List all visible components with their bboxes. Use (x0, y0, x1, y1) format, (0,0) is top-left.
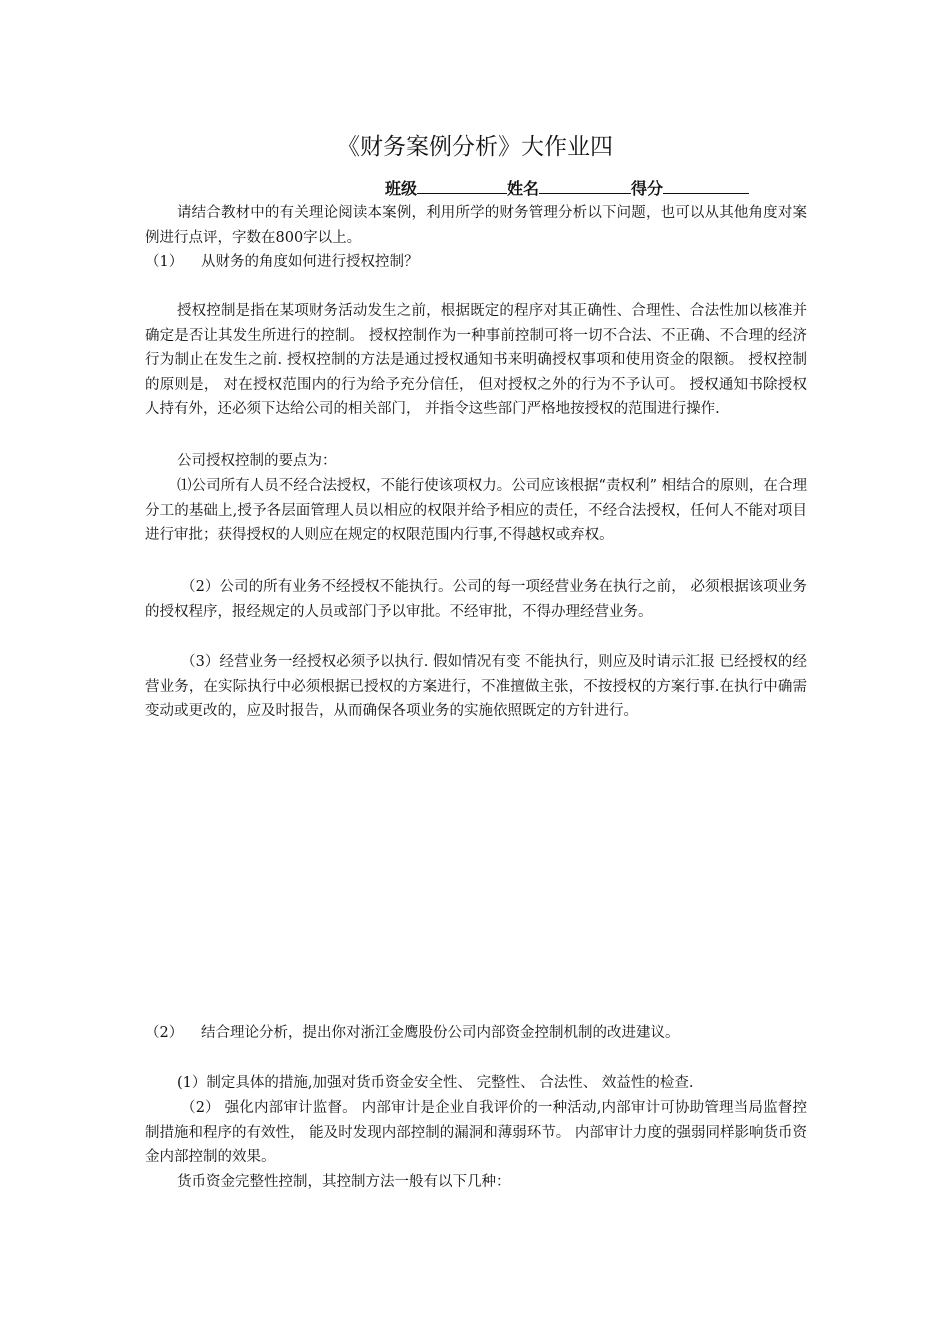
answer-1-point-2: （2）公司的所有业务不经授权不能执行。公司的每一项经营业务在执行之前， 必须根据该项业务的授权程序，报经规定的人员或部门予以审批。不经审批，不得办理经营业务。 (145, 579, 807, 620)
score-label: 得分 (631, 179, 664, 198)
question-1 (145, 250, 807, 275)
student-info-fields (385, 176, 749, 199)
question-2-number: （2） (145, 1025, 184, 1041)
name-label: 姓名 (507, 179, 540, 198)
answer-2-point-2: （2） 强化内部审计监督。 内部审计是企业自我评价的一种活动,内部审计可协助管理当局监督控制措施和程序的有效性， 能及时发现内部控制的漏洞和薄弱环节。 内部审计力度的强弱同样影响货币资金内部控制的效果。 (145, 1100, 807, 1165)
name-blank[interactable] (539, 179, 631, 194)
answer-2-point-1: (1）制定具体的措施,加强对货币资金安全性、 完整性、 合法性、 效益性的检查. (177, 1075, 694, 1091)
document-title: 《财务案例分析》大作业四 (337, 134, 613, 160)
question-1-number: （1） (145, 254, 184, 270)
answer-2-paragraph-completeness: 货币资金完整性控制，其控制方法一般有以下几种： (177, 1174, 511, 1190)
question-2 (145, 1021, 807, 1046)
answer-1-paragraph-key-points: 公司授权控制的要点为： (177, 453, 337, 469)
answer-1-point-1: ⑴公司所有人员不经合法授权，不能行使该项权力。公司应该根据“责权利” 相结合的原则，在合理分工的基础上,授予各层面管理人员以相应的权限并给予相应的责任，不经合法授权，任何人不能对项目进行审批；获得授权的人则应在规定的权限范围内行事,不得越权或弃权。 (145, 478, 807, 543)
score-blank[interactable] (663, 179, 749, 194)
answer-1-point-3: （3）经营业务一经授权必须予以执行. 假如情况有变 不能执行，则应及时请示汇报 已经授权的经营业务，在实际执行中必须根据已授权的方案进行，不准擅做主张，不按授权的方案行事.在执行中确需变动或更改的，应及时报告，从而确保各项业务的实施依照既定的方针进行。 (145, 654, 807, 719)
class-label: 班级 (385, 179, 418, 198)
intro-paragraph: 请结合教材中的有关理论阅读本案例，利用所学的财务管理分析以下问题，也可以从其他角度对案例进行点评，字数在800字以上。 (145, 205, 807, 246)
class-blank[interactable] (417, 179, 507, 194)
question-1-text: 从财务的角度如何进行授权控制？ (201, 254, 419, 270)
answer-1-paragraph-definition: 授权控制是指在某项财务活动发生之前，根据既定的程序对其正确性、合理性、合法性加以核准并确定是否让其发生所进行的控制。 授权控制作为一种事前控制可将一切不合法、不正确、不合理的经济行为制止在发生之前. 授权控制的方法是通过授权通知书来明确授权事项和使用资金的限额。 授权控制的原则是， 对在授权范围内的行为给予充分信任， 但对授权之外的行为不予认可。 授权通知书除授权人持有外，还必须下达给公司的相关部门， 并指令这些部门严格地按授权的范围进行操作. (145, 303, 807, 417)
question-2-text: 结合理论分析，提出你对浙江金鹰股份公司内部资金控制机制的改进建议。 (201, 1025, 680, 1041)
